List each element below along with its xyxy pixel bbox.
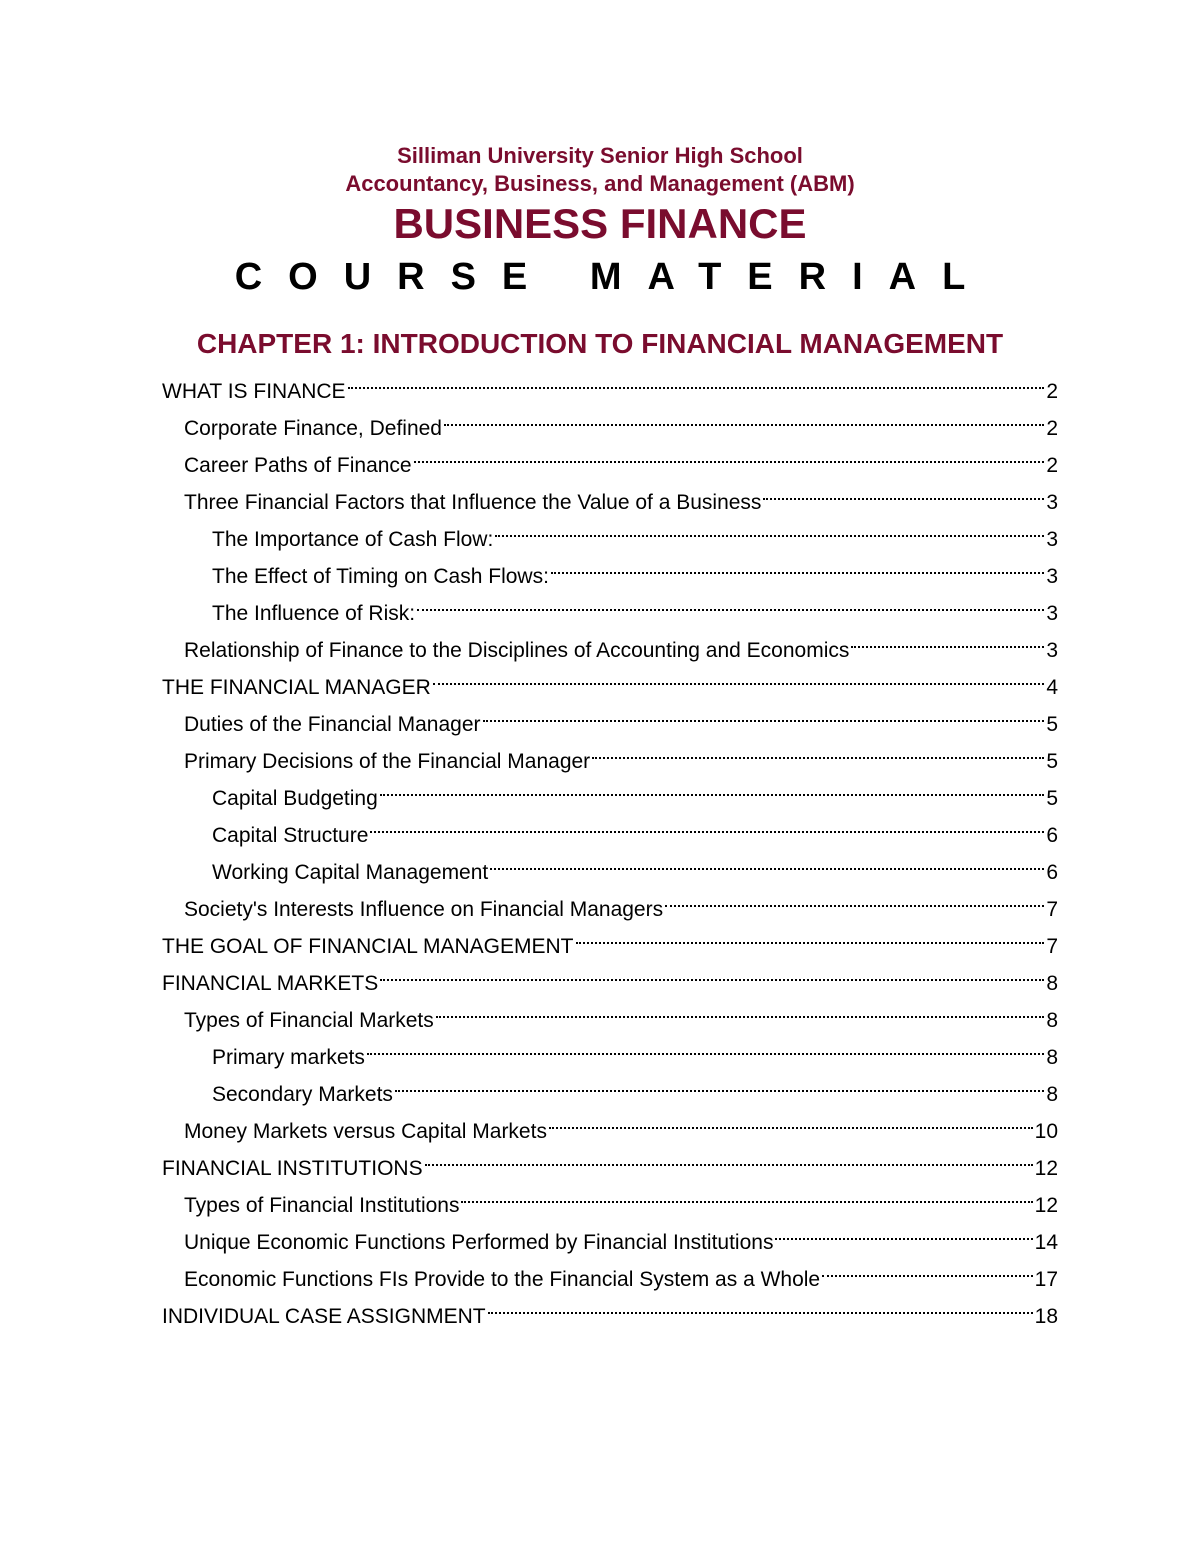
toc-dot-leader bbox=[592, 731, 1044, 768]
toc-entry-title: Career Paths of Finance bbox=[184, 454, 412, 477]
toc-dot-leader bbox=[433, 657, 1045, 694]
school-name: Silliman University Senior High School bbox=[397, 143, 803, 168]
toc-entry-title: Working Capital Management bbox=[212, 861, 489, 884]
toc-entry-page-number: 3 bbox=[1046, 602, 1058, 625]
toc-dot-leader bbox=[380, 768, 1045, 805]
toc-entry[interactable] bbox=[184, 990, 1058, 1032]
toc-entry-title: Primary markets bbox=[212, 1046, 365, 1069]
toc-dot-leader bbox=[425, 1138, 1033, 1175]
toc-entry-page-number: 2 bbox=[1046, 417, 1058, 440]
toc-entry[interactable] bbox=[184, 1101, 1058, 1143]
toc-dot-leader bbox=[380, 953, 1044, 990]
toc-dot-leader bbox=[763, 472, 1044, 509]
toc-entry[interactable] bbox=[212, 1064, 1058, 1106]
toc-entry-page-number: 6 bbox=[1046, 824, 1058, 847]
toc-entry[interactable] bbox=[162, 1286, 1058, 1328]
toc-entry-page-number: 10 bbox=[1034, 1120, 1058, 1143]
toc-entry-title: Money Markets versus Capital Markets bbox=[184, 1120, 547, 1143]
toc-entry-title: Corporate Finance, Defined bbox=[184, 417, 442, 440]
toc-entry[interactable] bbox=[184, 620, 1058, 662]
toc-entry[interactable] bbox=[184, 879, 1058, 921]
toc-entry[interactable] bbox=[162, 657, 1058, 699]
toc-entry-title: FINANCIAL INSTITUTIONS bbox=[162, 1157, 423, 1180]
toc-dot-leader bbox=[490, 842, 1044, 879]
toc-entry-title: The Effect of Timing on Cash Flows: bbox=[212, 565, 549, 588]
toc-entry-page-number: 18 bbox=[1034, 1305, 1058, 1328]
course-material-title: COURSE MATERIAL bbox=[234, 256, 992, 298]
toc-entry-page-number: 7 bbox=[1046, 935, 1058, 958]
toc-dot-leader bbox=[851, 620, 1044, 657]
toc-dot-leader bbox=[576, 916, 1045, 953]
toc-entry-title: Capital Structure bbox=[212, 824, 369, 847]
toc-entry-page-number: 2 bbox=[1046, 380, 1058, 403]
toc-entry[interactable] bbox=[184, 731, 1058, 773]
toc-entry-title: Economic Functions FIs Provide to the Financial System as a Whole bbox=[184, 1268, 821, 1291]
toc-dot-leader bbox=[367, 1027, 1044, 1064]
toc-dot-leader bbox=[822, 1249, 1033, 1286]
toc-entry-title: INDIVIDUAL CASE ASSIGNMENT bbox=[162, 1305, 486, 1328]
toc-entry-title: THE GOAL OF FINANCIAL MANAGEMENT bbox=[162, 935, 574, 958]
toc-entry[interactable] bbox=[212, 509, 1058, 551]
toc-entry-page-number: 3 bbox=[1046, 639, 1058, 662]
toc-dot-leader bbox=[551, 546, 1044, 583]
toc-entry-title: FINANCIAL MARKETS bbox=[162, 972, 379, 995]
toc-entry-page-number: 12 bbox=[1034, 1157, 1058, 1180]
toc-entry[interactable] bbox=[162, 916, 1058, 958]
toc-entry-page-number: 17 bbox=[1034, 1268, 1058, 1291]
toc-entry-title: WHAT IS FINANCE bbox=[162, 380, 346, 403]
toc-entry-page-number: 6 bbox=[1046, 861, 1058, 884]
program-name: Accountancy, Business, and Management (ABM) bbox=[345, 171, 855, 196]
toc-entry[interactable] bbox=[212, 583, 1058, 625]
toc-dot-leader bbox=[461, 1175, 1032, 1212]
toc-dot-leader bbox=[549, 1101, 1033, 1138]
toc-entry-title: Secondary Markets bbox=[212, 1083, 393, 1106]
toc-dot-leader bbox=[395, 1064, 1044, 1101]
toc-entry[interactable] bbox=[184, 398, 1058, 440]
toc-entry-page-number: 2 bbox=[1046, 454, 1058, 477]
toc-entry-title: THE FINANCIAL MANAGER bbox=[162, 676, 431, 699]
toc-entry-title: Types of Financial Markets bbox=[184, 1009, 434, 1032]
toc-entry[interactable] bbox=[184, 472, 1058, 514]
toc-entry-title: The Importance of Cash Flow: bbox=[212, 528, 494, 551]
toc-dot-leader bbox=[483, 694, 1045, 731]
toc-dot-leader bbox=[348, 361, 1045, 398]
toc-dot-leader bbox=[414, 435, 1045, 472]
toc-entry[interactable] bbox=[212, 768, 1058, 810]
toc-entry-title: Three Financial Factors that Influence the Value of a Business bbox=[184, 491, 762, 514]
toc-dot-leader bbox=[417, 583, 1044, 620]
toc-entry[interactable] bbox=[184, 1249, 1058, 1291]
toc-entry-title: The Influence of Risk: bbox=[212, 602, 416, 625]
toc-entry[interactable] bbox=[212, 842, 1058, 884]
toc-entry[interactable] bbox=[184, 1212, 1058, 1254]
toc-dot-leader bbox=[775, 1212, 1032, 1249]
toc-entry[interactable] bbox=[212, 546, 1058, 588]
toc-entry-title: Duties of the Financial Manager bbox=[184, 713, 481, 736]
toc-entry-page-number: 5 bbox=[1046, 750, 1058, 773]
toc-entry[interactable] bbox=[184, 435, 1058, 477]
chapter-title: CHAPTER 1: INTRODUCTION TO FINANCIAL MANAGEMENT bbox=[196, 328, 1004, 359]
toc-dot-leader bbox=[370, 805, 1044, 842]
toc-entry[interactable] bbox=[212, 1027, 1058, 1069]
toc-entry-page-number: 3 bbox=[1046, 491, 1058, 514]
toc-entry-title: Types of Financial Institutions bbox=[184, 1194, 460, 1217]
toc-dot-leader bbox=[444, 398, 1044, 435]
toc-entry-page-number: 3 bbox=[1046, 528, 1058, 551]
toc-entry-page-number: 8 bbox=[1046, 1046, 1058, 1069]
toc-entry-title: Primary Decisions of the Financial Manager bbox=[184, 750, 591, 773]
toc-entry[interactable] bbox=[212, 805, 1058, 847]
toc-entry-title: Society's Interests Influence on Financial Managers bbox=[184, 898, 664, 921]
toc-entry-title: Unique Economic Functions Performed by Financial Institutions bbox=[184, 1231, 774, 1254]
toc-entry[interactable] bbox=[184, 694, 1058, 736]
toc-dot-leader bbox=[488, 1286, 1033, 1323]
toc-entry[interactable] bbox=[184, 1175, 1058, 1217]
subject-title: BUSINESS FINANCE bbox=[393, 200, 807, 247]
toc-entry-page-number: 5 bbox=[1046, 713, 1058, 736]
toc-entry-page-number: 5 bbox=[1046, 787, 1058, 810]
toc-entry-page-number: 8 bbox=[1046, 1009, 1058, 1032]
toc-entry[interactable] bbox=[162, 953, 1058, 995]
toc-entry-page-number: 12 bbox=[1034, 1194, 1058, 1217]
toc-entry[interactable] bbox=[162, 1138, 1058, 1180]
toc-entry-page-number: 14 bbox=[1034, 1231, 1058, 1254]
toc-entry-page-number: 4 bbox=[1046, 676, 1058, 699]
toc-entry-page-number: 8 bbox=[1046, 972, 1058, 995]
toc-entry-title: Relationship of Finance to the Disciplines of Accounting and Economics bbox=[184, 639, 850, 662]
toc-entry-title: Capital Budgeting bbox=[212, 787, 378, 810]
toc-dot-leader bbox=[436, 990, 1045, 1027]
toc-entry-page-number: 7 bbox=[1046, 898, 1058, 921]
toc-entry-page-number: 3 bbox=[1046, 565, 1058, 588]
toc-entry-page-number: 8 bbox=[1046, 1083, 1058, 1106]
toc-dot-leader bbox=[495, 509, 1044, 546]
toc-dot-leader bbox=[665, 879, 1044, 916]
toc-entry[interactable] bbox=[162, 361, 1058, 403]
